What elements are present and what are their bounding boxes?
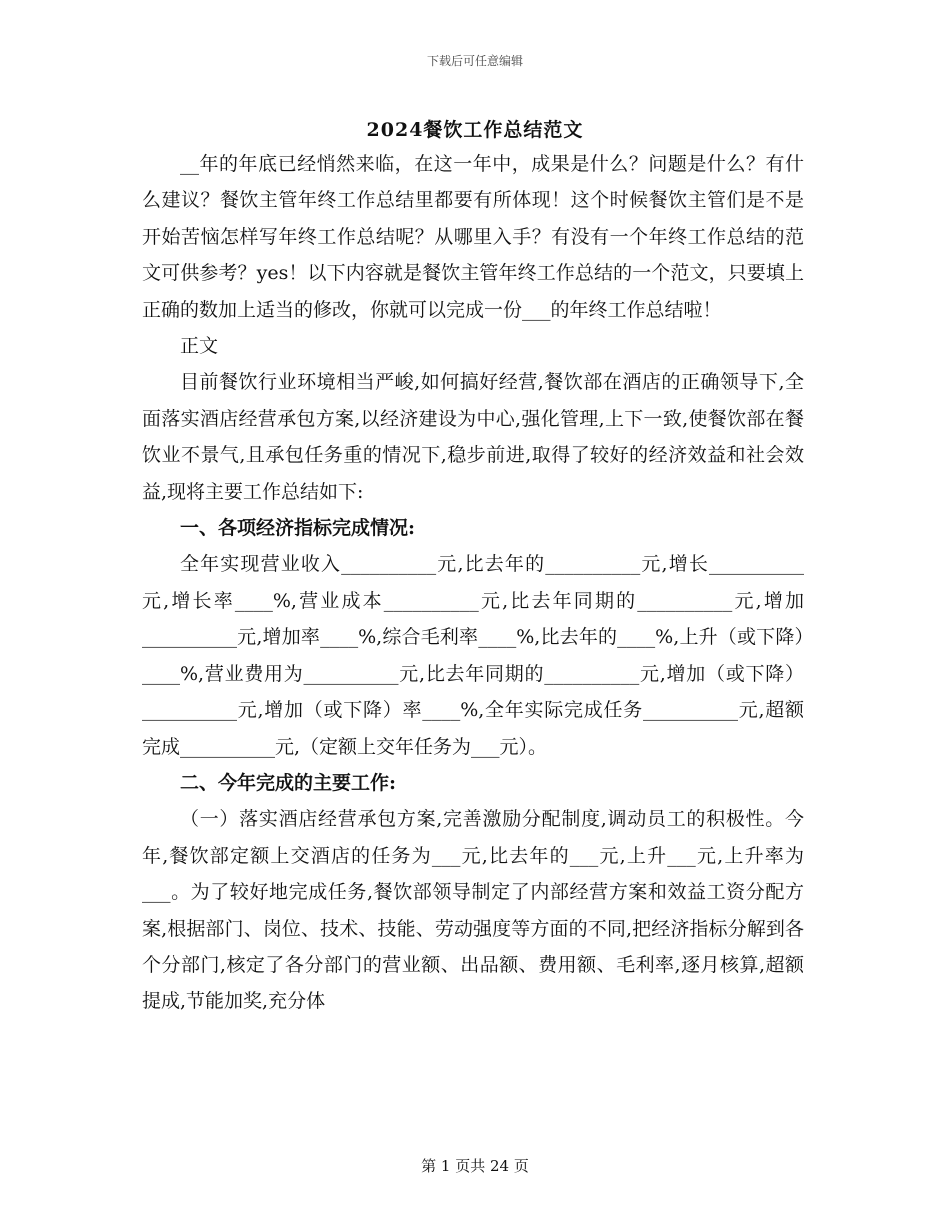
document-body <box>142 146 804 1020</box>
overview-paragraph: 目前餐饮行业环境相当严峻,如何搞好经营,餐饮部在酒店的正确领导下,全面落实酒店经营承包方案,以经济建设为中心,强化管理,上下一致,使餐饮部在餐饮业不景气,且承包任务重的情况下,稳步前进,取得了较好的经济效益和社会效益,现将主要工作总结如下: <box>142 371 804 503</box>
work-paragraph-1: （一）落实酒店经营承包方案,完善激励分配制度,调动员工的积极性。今年,餐饮部定额上交酒店的任务为___元,比去年的___元,上升___元,上升率为___。为了较好地完成任务,餐饮部领导制定了内部经营方案和效益工资分配方案,根据部门、岗位、技术、技能、劳动强度等方面的不同,把经济指标分解到各个分部门,核定了各分部门的营业额、出品额、费用额、毛利率,逐月核算,超额提成,节能加奖,充分体 <box>142 808 804 1013</box>
page-header: 下载后可任意编辑 <box>426 54 523 68</box>
label-main-text: 正文 <box>180 335 219 358</box>
section-heading-2: 二、今年完成的主要工作: <box>180 771 397 794</box>
document-title: 2024餐饮工作总结范文 <box>366 119 584 141</box>
intro-paragraph: __年的年底已经悄然来临，在这一年中，成果是什么？问题是什么？有什么建议？餐饮主管年终工作总结里都要有所体现！这个时候餐饮主管们是不是开始苦恼怎样写年终工作总结呢？从哪里入手？有没有一个年终工作总结的范文可供参考？yes！以下内容就是餐饮主管年终工作总结的一个范文，只要填上正确的数加上适当的修改，你就可以完成一份___的年终工作总结啦！ <box>142 153 804 321</box>
page-footer: 第 1 页共 24 页 <box>421 1157 529 1175</box>
section-heading-1: 一、各项经济指标完成情况: <box>180 517 416 540</box>
indicators-paragraph: 全年实现营业收入__________元,比去年的__________元,增长__________元,增长率____%,营业成本__________元,比去年同期的__________元,增加__________元,增加率____%,综合毛利率____%,比去年的____%,上升（或下降）____%,营业费用为__________元,比去年同期的__________元,增加（或下降）__________元,增加（或下降）率____%,全年实际完成任务__________元,超额完成__________元,（定额上交年任务为___元）。 <box>142 553 804 758</box>
